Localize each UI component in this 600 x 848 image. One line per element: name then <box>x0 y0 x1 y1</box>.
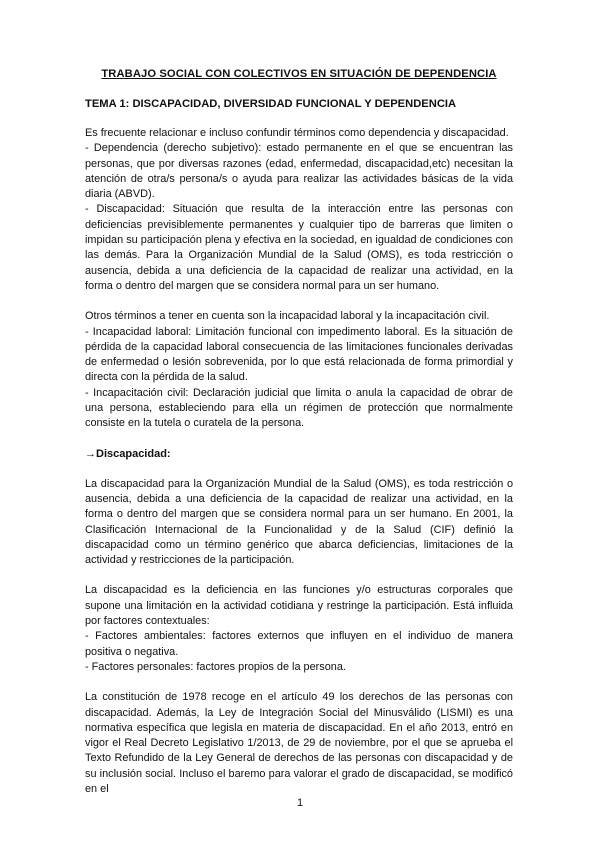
document-page <box>85 68 513 797</box>
paragraph-legislacion: La constitución de 1978 recoge en el artículo 49 los derechos de las personas con discapacidad. Además, la Ley de Integración Social del Minusválido (LISMI) es una normativa específica que legisla en materia de discapacidad. En el año 2013, entró en vigor el Real Decreto Legislativo 1/2013, de 29 de noviembre, por el que se aprueba el Texto Refundido de la Ley General de derechos de las personas con discapacidad y de su inclusión social. Incluso el baremo para valorar el grado de discapacidad, se modificó en el <box>85 691 513 795</box>
page-number: 1 <box>296 797 304 809</box>
paragraph-incapacidad-laboral: - Incapacidad laboral: Limitación funcional con impedimento laboral. Es la situación de pérdida de la capacidad laboral consecuencia de las limitaciones funcionales derivadas de enfermedad o lesión sobrevenida, por lo que está relacionada de forma primordial y directa con la pérdida de la salud. <box>85 325 513 384</box>
document-title: TRABAJO SOCIAL CON COLECTIVOS EN SITUACIÓN DE DEPENDENCIA <box>101 68 497 80</box>
section-title: TEMA 1: DISCAPACIDAD, DIVERSIDAD FUNCIONAL Y DEPENDENCIA <box>85 98 457 110</box>
paragraph-deficiencia: La discapacidad es la deficiencia en las funciones y/o estructuras corporales que supone una limitación en la actividad cotidiana y restringe la participación. Está influida por factores contextuales: <box>85 584 513 628</box>
subheading-discapacidad: →Discapacidad: <box>85 447 171 460</box>
paragraph-oms: La discapacidad para la Organización Mundial de la Salud (OMS), es toda restricción o ausencia, debida a una deficiencia de la capacidad de realizar una actividad, en la forma o dentro del margen que se considera normal para un ser humano. En 2001, la Clasificación Internacional de la Funcionalidad y de la Salud (CIF) definió la discapacidad como un término genérico que abarca deficiencias, limitaciones de la actividad y restricciones de la participación. <box>85 477 513 567</box>
paragraph-factores-ambientales: - Factores ambientales: factores externos que influyen en el individuo de manera positiva o negativa. <box>85 630 513 658</box>
paragraph-discapacidad-def: - Discapacidad: Situación que resulta de la interacción entre las personas con deficiencias previsiblemente permanentes y cualquier tipo de barreras que limiten o impidan su participación plena y efectiva en la sociedad, en igualdad de condiciones con las demás. Para la Organización Mundial de la Salud (OMS), es toda restricción o ausencia, debida a una deficiencia de la capacidad de realizar una actividad, en la forma o dentro del margen que se considera normal para un ser humano. <box>85 203 513 292</box>
paragraph-factores-personales: - Factores personales: factores propios de la persona. <box>85 660 346 673</box>
paragraph-dependencia: - Dependencia (derecho subjetivo): estado permanente en el que se encuentran las personas, que por diversas razones (edad, enfermedad, discapacidad,etc) necesitan la atención de otra/s persona/s o ayuda para realizar las actividades básicas de la vida diaria (ABVD). <box>85 142 513 201</box>
paragraph-intro: Es frecuente relacionar e incluso confundir términos como dependencia y discapacidad. <box>85 127 509 139</box>
paragraph-otros-terminos: Otros términos a tener en cuenta son la incapacidad laboral y la incapacitación civil. <box>85 310 490 323</box>
paragraph-incapacitacion-civil: - Incapacitación civil: Declaración judicial que limita o anula la capacidad de obrar de una persona, estableciendo para ella un régimen de protección que normalmente consiste en la tutela o curatela de la persona. <box>85 386 513 430</box>
